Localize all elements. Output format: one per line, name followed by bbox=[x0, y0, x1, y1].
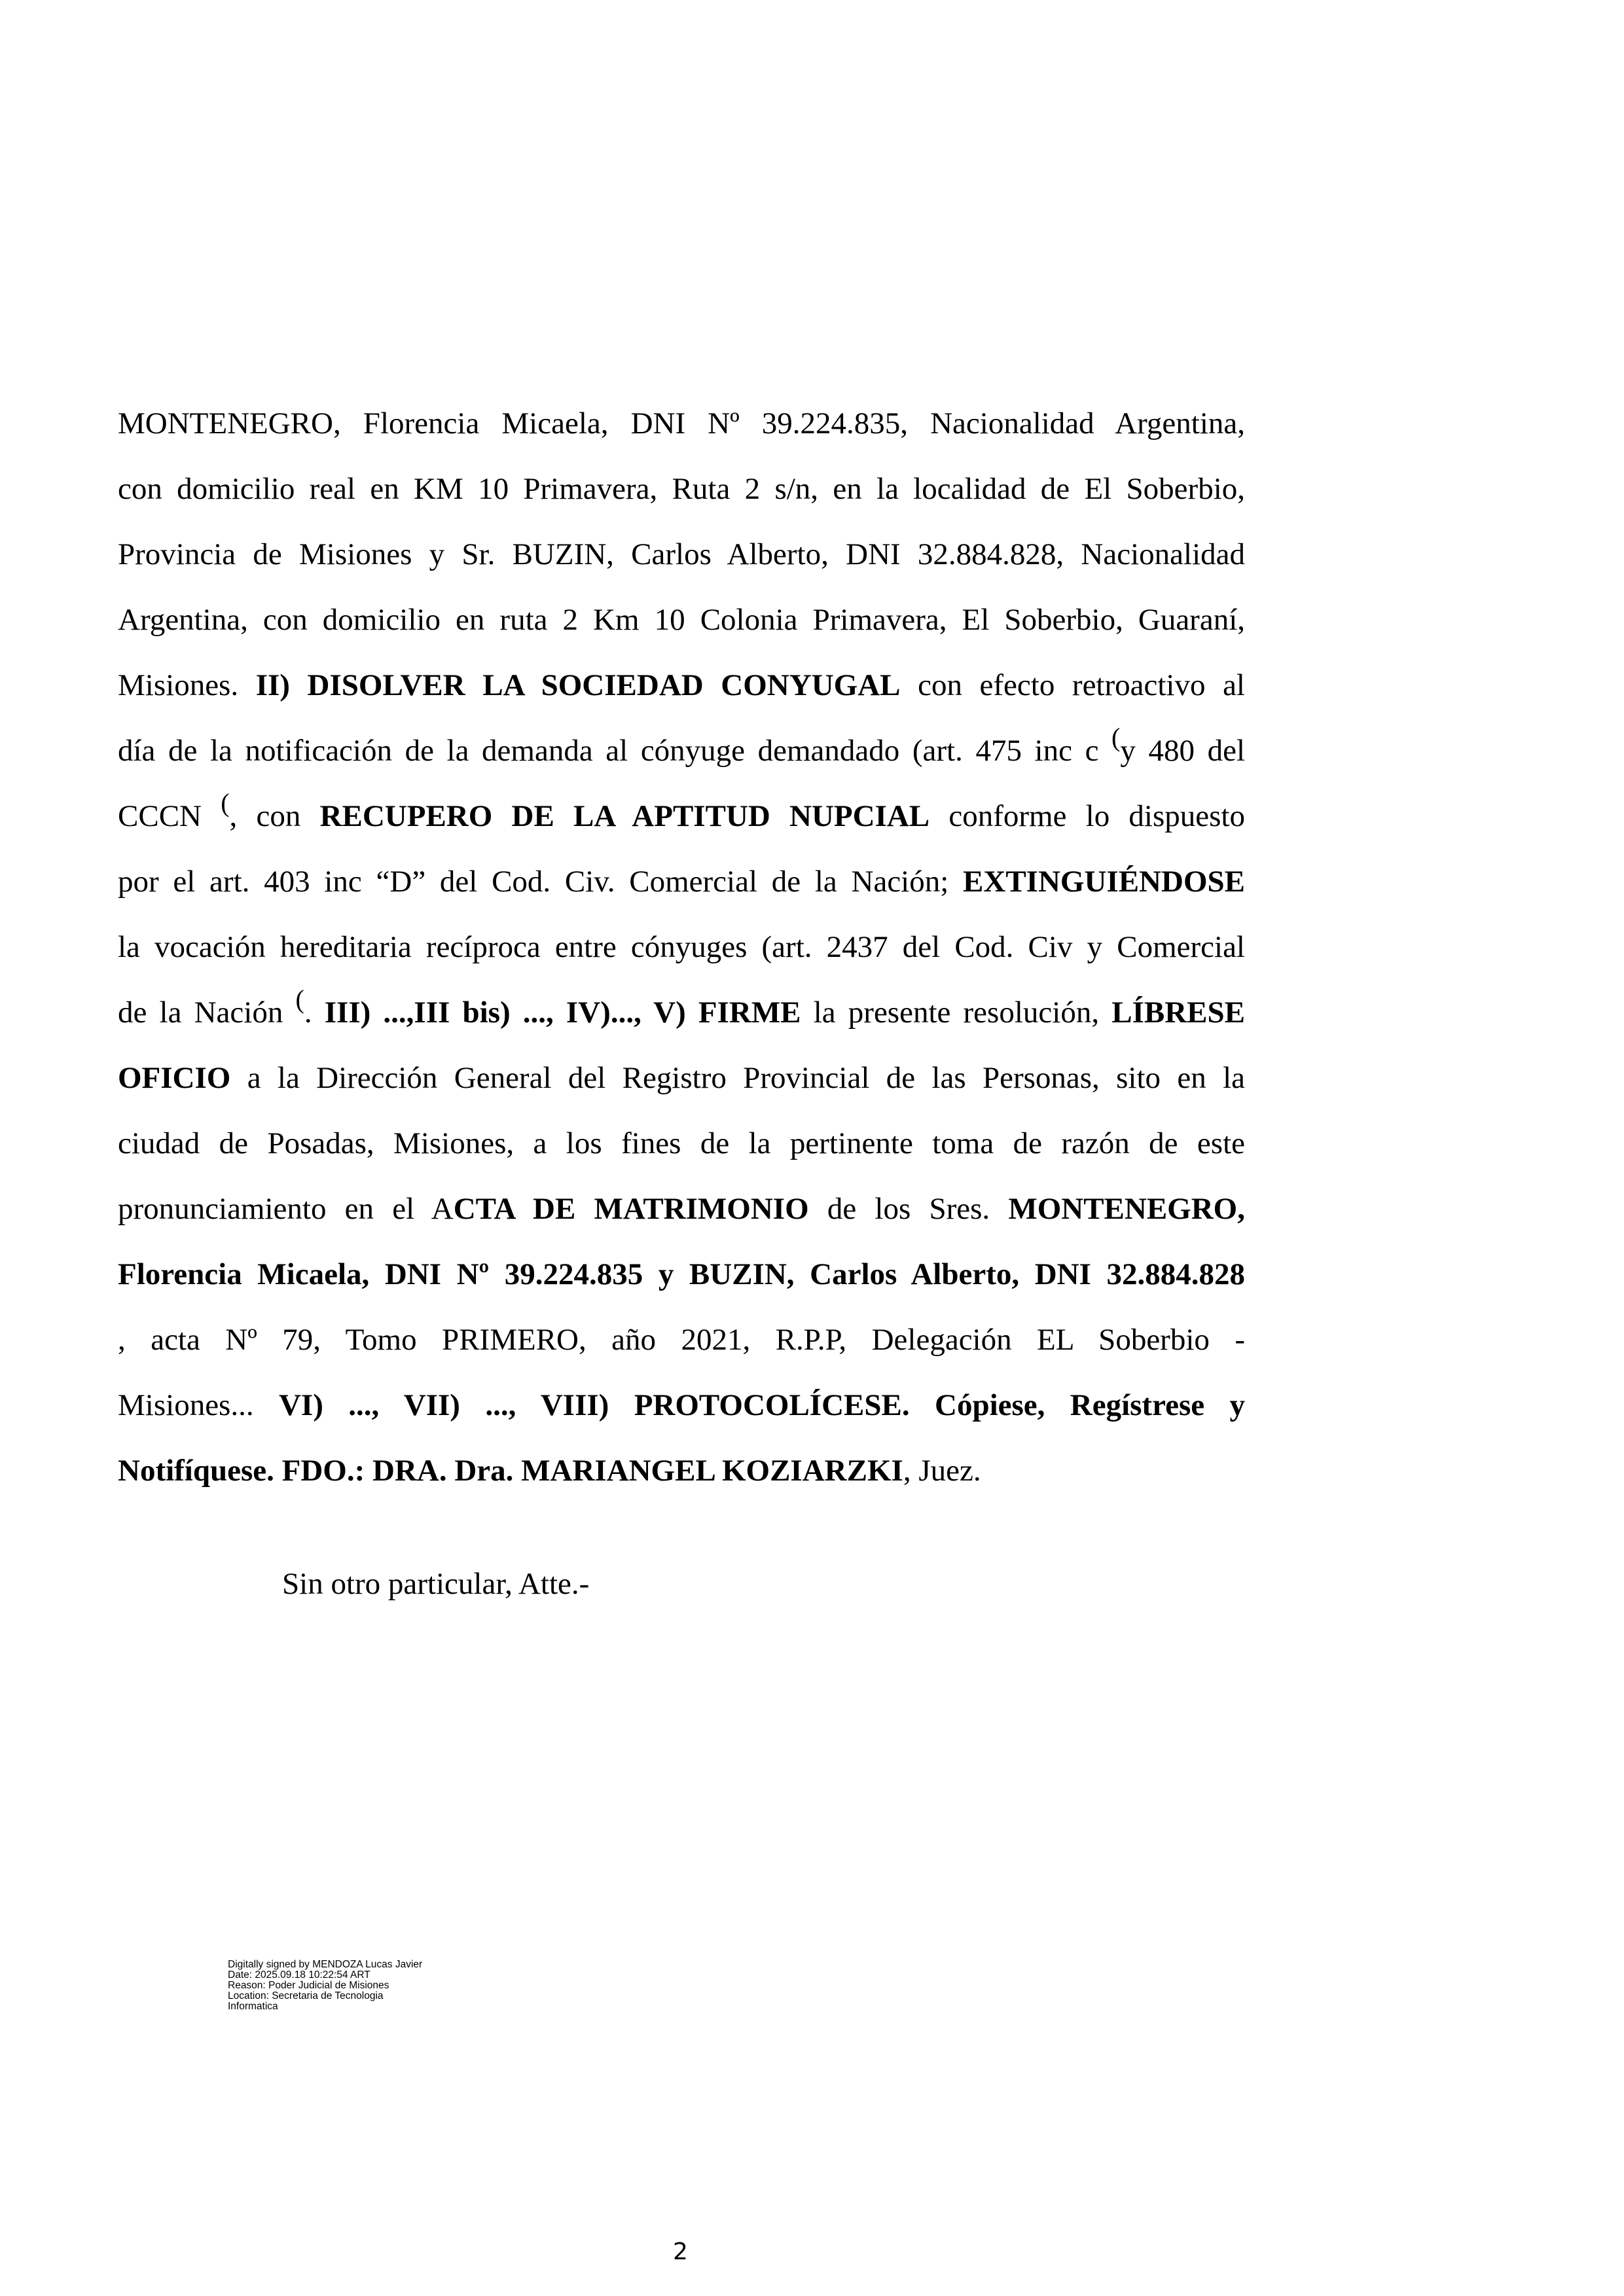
text-segment: . bbox=[304, 996, 325, 1030]
text-segment: día de la notificación de la demanda al cónyuge demandado (art. 475 inc c bbox=[118, 734, 1112, 768]
closing-text: Sin otro particular, Atte.- bbox=[282, 1567, 590, 1601]
body-line bbox=[118, 1372, 1245, 1438]
text-segment: CCCN bbox=[118, 799, 221, 833]
text-segment: Misiones... bbox=[118, 1388, 279, 1422]
body-line bbox=[118, 1176, 1245, 1242]
text-segment: con domicilio real en KM 10 Primavera, Ruta 2 s/n, en la localidad de El Soberbio, bbox=[118, 472, 1245, 506]
bold-text: OFICIO bbox=[118, 1061, 231, 1095]
body-line bbox=[118, 1045, 1245, 1111]
text-segment: y 480 del bbox=[1120, 734, 1245, 768]
text-segment: ciudad de Posadas, Misiones, a los fines de la pertinente toma de razón de este bbox=[118, 1126, 1245, 1160]
bold-text: III) ...,III bis) ..., IV)..., V) FIRME bbox=[324, 996, 801, 1030]
text-segment: ( bbox=[295, 984, 304, 1014]
body-line bbox=[118, 1111, 1245, 1176]
text-segment: por el art. 403 inc “D” del Cod. Civ. Comercial de la Nación; bbox=[118, 865, 964, 899]
digital-signature-block bbox=[228, 1960, 422, 2012]
signature-date: Date: 2025.09.18 10:22:54 ART bbox=[228, 1969, 370, 1981]
text-segment: , Juez. bbox=[903, 1454, 981, 1488]
text-segment: , con bbox=[229, 799, 320, 833]
text-segment: Provincia de Misiones y Sr. BUZIN, Carlos Alberto, DNI 32.884.828, Nacionalidad bbox=[118, 537, 1245, 571]
body-line bbox=[118, 522, 1245, 587]
signature-signer: Digitally signed by MENDOZA Lucas Javier bbox=[228, 1959, 423, 1970]
text-segment: conforme lo dispuesto bbox=[929, 799, 1245, 833]
text-segment: Argentina, con domicilio en ruta 2 Km 10 Colonia Primavera, El Soberbio, Guaraní, bbox=[118, 603, 1245, 637]
text-segment: MONTENEGRO, Florencia Micaela, DNI Nº 39.224.835, Nacionalidad Argentina, bbox=[118, 406, 1245, 440]
text-segment: la vocación hereditaria recíproca entre cónyuges (art. 2437 del Cod. Civ y Comercial bbox=[118, 930, 1245, 964]
body-line bbox=[118, 587, 1245, 653]
text-segment: a la Dirección General del Registro Provincial de las Personas, sito en la bbox=[230, 1061, 1245, 1095]
document-body bbox=[118, 391, 1245, 1503]
bold-text: CTA DE MATRIMONIO bbox=[453, 1192, 809, 1226]
text-segment: Misiones. bbox=[118, 668, 256, 702]
signature-reason: Reason: Poder Judicial de Misiones bbox=[228, 1980, 389, 1991]
body-line bbox=[118, 391, 1245, 456]
bold-text: Florencia Micaela, DNI Nº 39.224.835 y BUZIN, Carlos Alberto, DNI 32.884.828 bbox=[118, 1257, 1245, 1291]
bold-text: RECUPERO DE LA APTITUD NUPCIAL bbox=[319, 799, 930, 833]
body-line bbox=[118, 653, 1245, 718]
text-segment: la presente resolución, bbox=[801, 996, 1112, 1030]
body-line bbox=[118, 1242, 1245, 1307]
bold-text: MONTENEGRO, bbox=[1008, 1192, 1245, 1226]
body-line bbox=[118, 456, 1245, 522]
body-line bbox=[118, 914, 1245, 980]
bold-text: II) DISOLVER LA SOCIEDAD CONYUGAL bbox=[255, 668, 901, 702]
body-line bbox=[118, 718, 1245, 783]
text-segment: con efecto retroactivo al bbox=[900, 668, 1245, 702]
bold-text: Notifíquese. FDO.: DRA. Dra. MARIANGEL KOZIARZKI bbox=[118, 1454, 903, 1488]
bold-text: EXTINGUIÉNDOSE bbox=[963, 865, 1245, 899]
text-segment: ( bbox=[221, 788, 230, 817]
body-line bbox=[118, 1307, 1245, 1372]
text-segment: de los Sres. bbox=[808, 1192, 1009, 1226]
body-line bbox=[118, 980, 1245, 1045]
text-segment: pronunciamiento en el A bbox=[118, 1192, 454, 1226]
text-segment: ( bbox=[1111, 723, 1121, 752]
bold-text: LÍBRESE bbox=[1111, 996, 1246, 1030]
page-number: 2 bbox=[673, 2238, 688, 2265]
body-line bbox=[118, 783, 1245, 849]
body-line bbox=[118, 849, 1245, 914]
signature-location-cont: Informatica bbox=[228, 2001, 278, 2012]
bold-text: VI) ..., VII) ..., VIII) PROTOCOLÍCESE. Cópiese, Regístrese y bbox=[278, 1388, 1245, 1422]
body-line bbox=[118, 1438, 1245, 1503]
text-segment: de la Nación bbox=[118, 996, 296, 1030]
text-segment: , acta Nº 79, Tomo PRIMERO, año 2021, R.P.P, Delegación EL Soberbio - bbox=[118, 1323, 1245, 1357]
signature-location: Location: Secretaria de Tecnologia bbox=[228, 1990, 384, 2001]
